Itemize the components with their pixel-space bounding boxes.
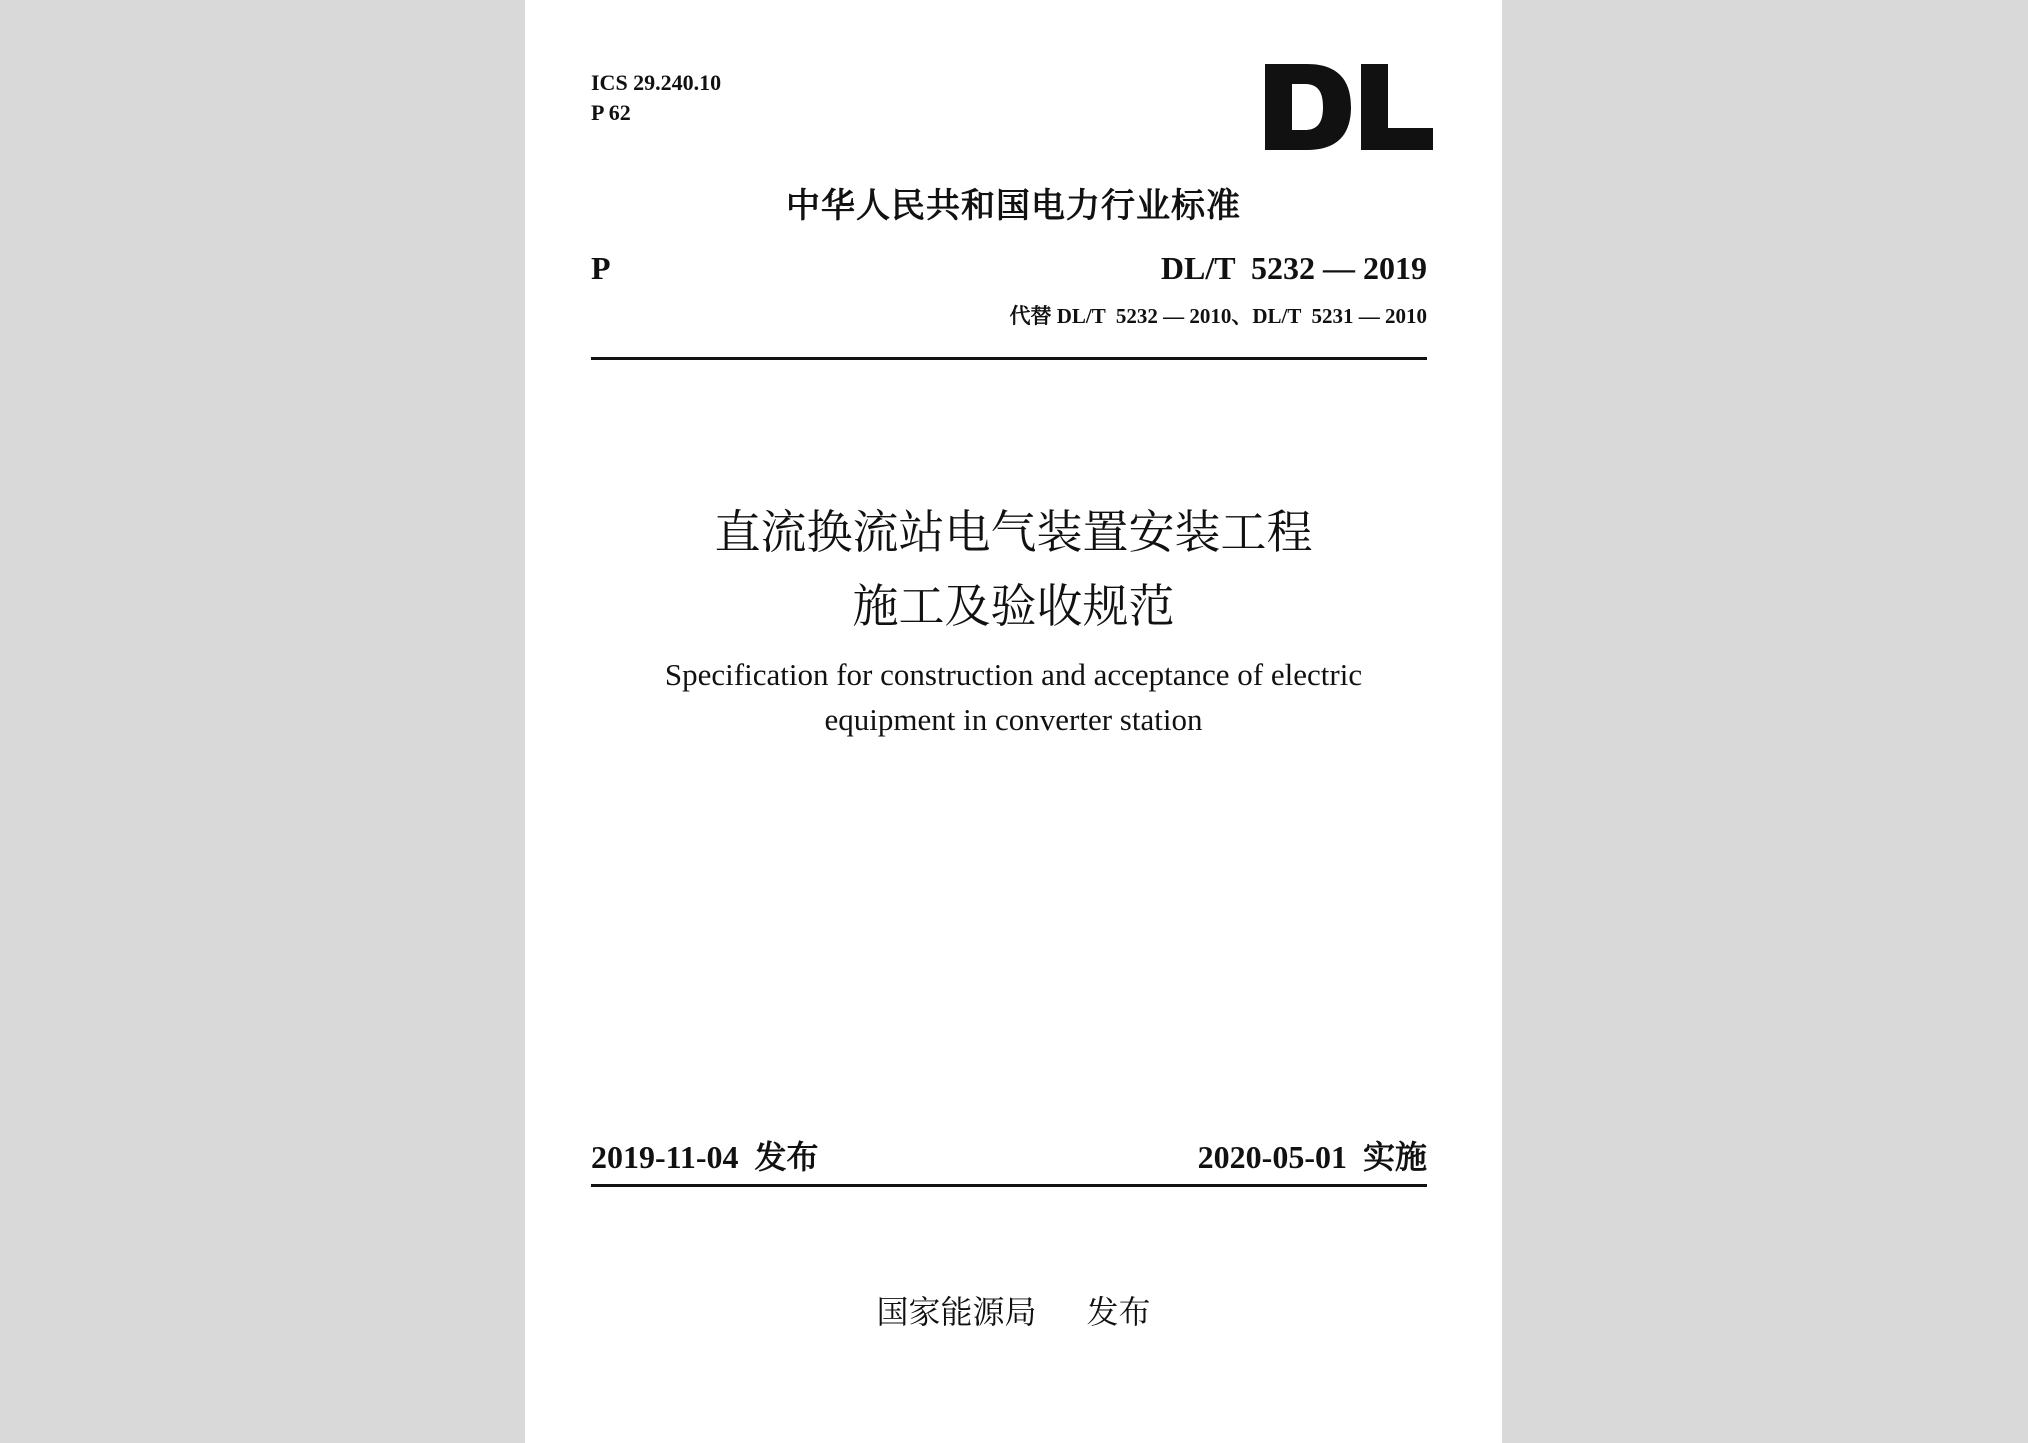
dl-logo [1265, 64, 1435, 150]
publisher-action: 发布 [1086, 1293, 1151, 1331]
publisher-name: 国家能源局 [876, 1293, 1037, 1331]
document-page [525, 0, 1502, 1443]
title-english-line1: Specification for construction and acceptance of electric [664, 657, 1363, 692]
ccs-code: P 62 [591, 100, 631, 125]
standard-number: DL/T 5232 — 2019 [1160, 250, 1427, 286]
standard-organization-title: 中华人民共和国电力行业标准 [786, 186, 1241, 226]
issue-date: 2019-11-04 发布 [591, 1139, 819, 1175]
replaces-note: 代替 DL/T 5232 — 2010、DL/T 5231 — 2010 [1009, 304, 1427, 328]
header-divider [591, 357, 1427, 360]
category-letter: P [591, 250, 611, 286]
title-chinese-line1: 直流换流站电气装置安装工程 [714, 505, 1313, 559]
ics-code: ICS 29.240.10 [591, 70, 722, 95]
title-english-line2: equipment in converter station [824, 702, 1203, 737]
effective-date: 2020-05-01 实施 [1197, 1139, 1427, 1175]
title-chinese-line2: 施工及验收规范 [852, 579, 1175, 633]
publisher-line [525, 1287, 1502, 1333]
footer-divider [591, 1184, 1427, 1187]
classification-codes [591, 68, 721, 128]
